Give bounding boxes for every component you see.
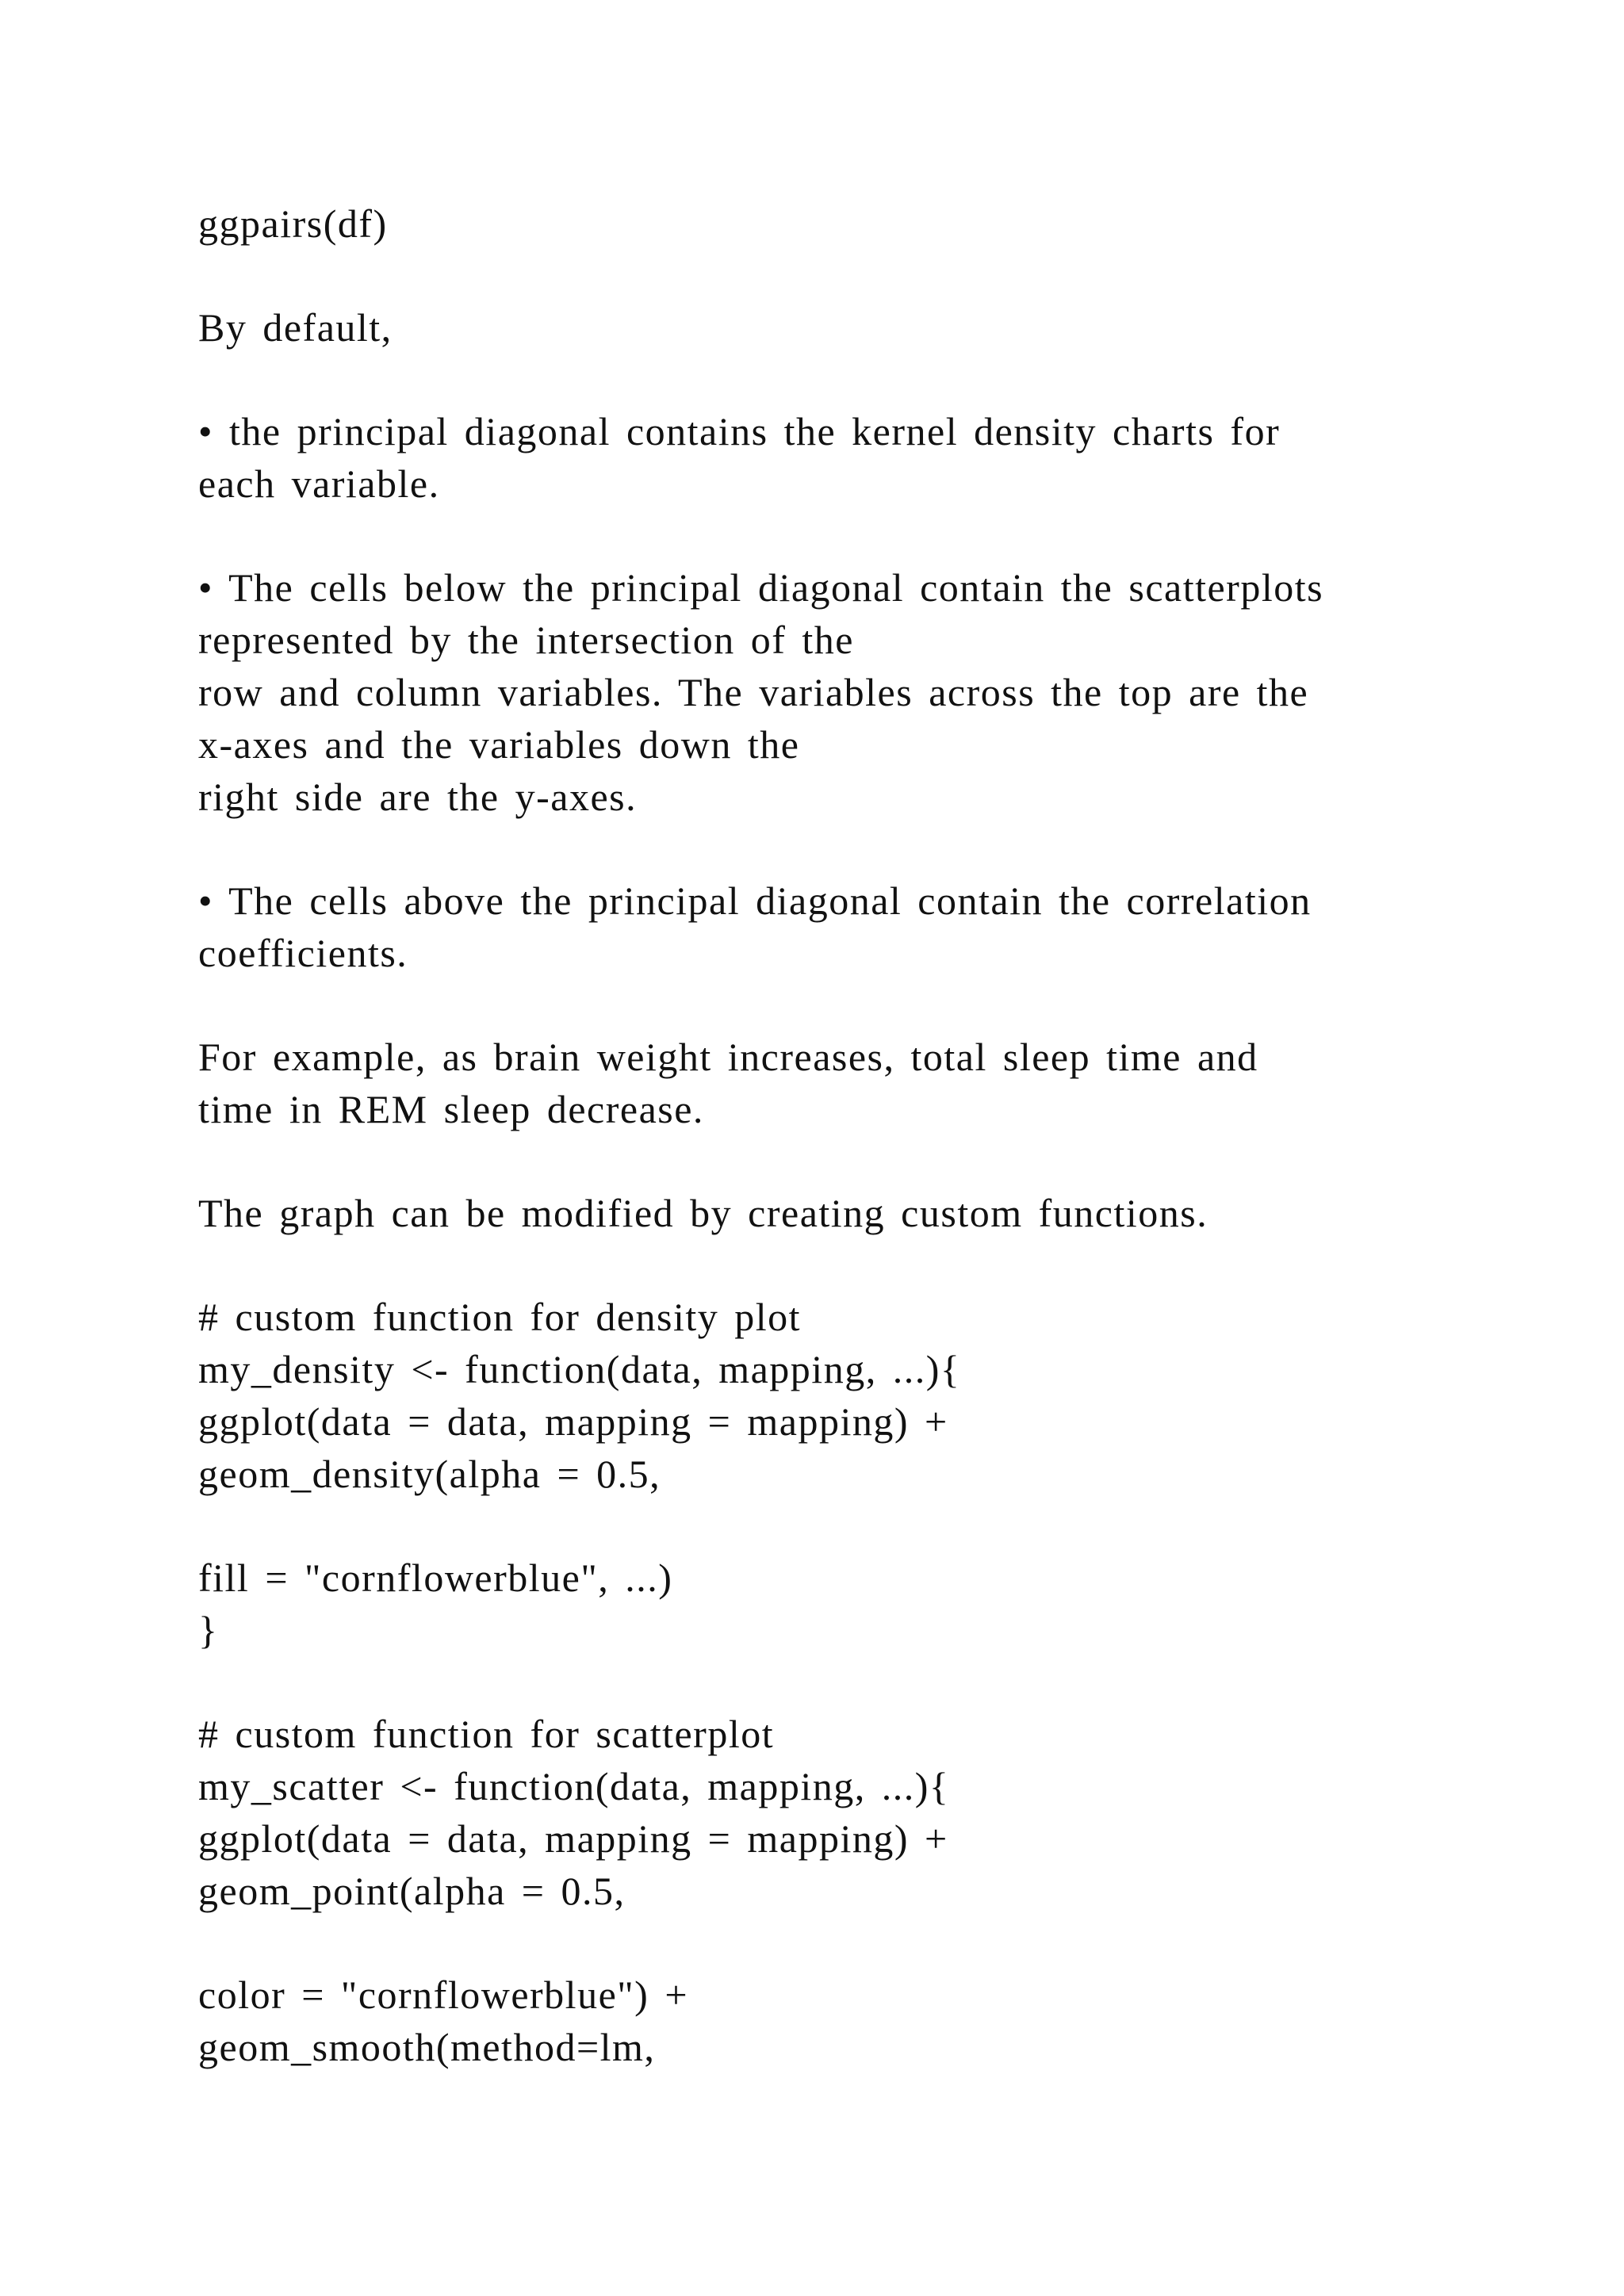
- text-line: The graph can be modified by creating custom functions.: [198, 1191, 1208, 1235]
- text-line: ggplot(data = data, mapping = mapping) +: [198, 1816, 948, 1861]
- text-line: time in REM sleep decrease.: [198, 1087, 704, 1131]
- text-line: each variable.: [198, 461, 440, 506]
- text-line: For example, as brain weight increases, total sleep time and: [198, 1035, 1258, 1079]
- text-line: represented by the intersection of the: [198, 618, 854, 662]
- text-line: geom_point(alpha = 0.5,: [198, 1869, 626, 1913]
- text-line: x-axes and the variables down the: [198, 722, 800, 767]
- text-line: # custom function for scatterplot: [198, 1712, 775, 1756]
- text-line: geom_smooth(method=lm,: [198, 2025, 656, 2069]
- text-line: • the principal diagonal contains the kernel density charts for: [198, 409, 1281, 453]
- text-line: color = "cornflowerblue") +: [198, 1973, 689, 2017]
- text-line: ggpairs(df): [198, 201, 388, 246]
- text-line: geom_density(alpha = 0.5,: [198, 1452, 661, 1496]
- text-line: }: [198, 1608, 219, 1652]
- text-line: right side are the y-axes.: [198, 775, 638, 819]
- text-line: row and column variables. The variables across the top are the: [198, 670, 1309, 714]
- text-line: coefficients.: [198, 931, 408, 975]
- text-line: my_density <- function(data, mapping, ...){: [198, 1347, 961, 1391]
- text-line: ggplot(data = data, mapping = mapping) +: [198, 1399, 948, 1444]
- text-line: fill = "cornflowerblue", ...): [198, 1556, 673, 1600]
- text-line: # custom function for density plot: [198, 1295, 802, 1339]
- text-line: • The cells above the principal diagonal contain the correlation: [198, 878, 1312, 923]
- text-line: • The cells below the principal diagonal contain the scatterplots: [198, 565, 1324, 610]
- text-line: my_scatter <- function(data, mapping, ...){: [198, 1764, 950, 1808]
- text-line: By default,: [198, 305, 393, 350]
